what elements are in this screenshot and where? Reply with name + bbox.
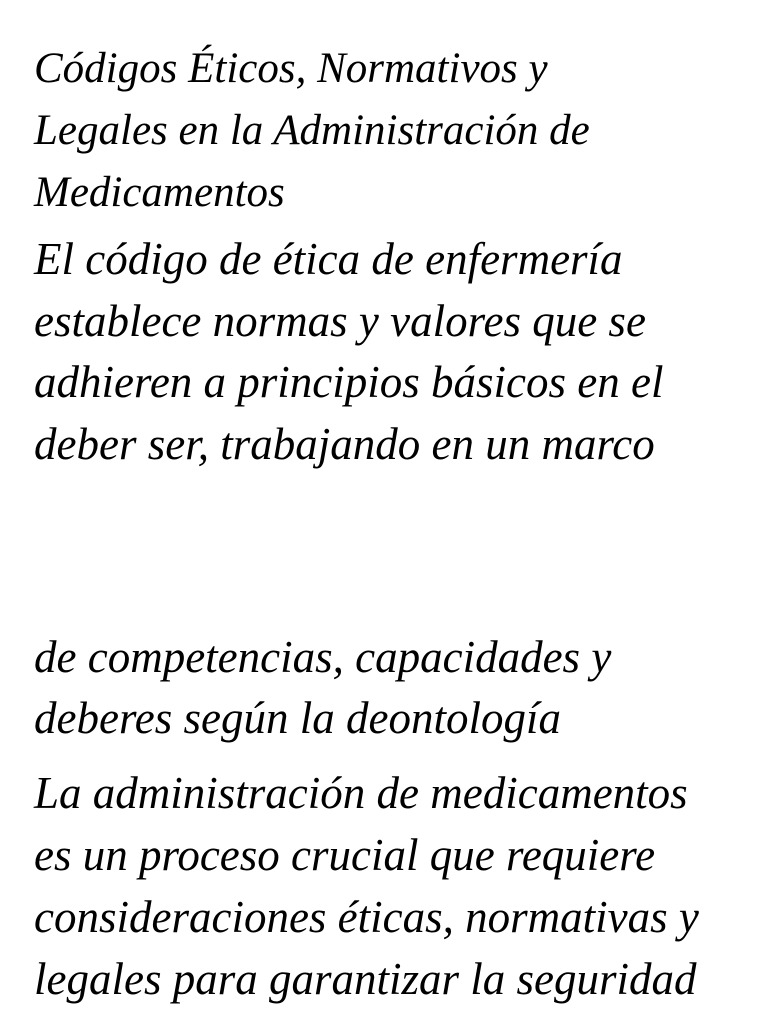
paragraph1-line-2: establece normas y valores que se bbox=[34, 295, 646, 346]
title-line-1: Códigos Éticos, Normativos y bbox=[34, 45, 548, 92]
paragraph2-line-2: es un proceso crucial que requiere bbox=[34, 830, 656, 880]
paragraph1-cont-line-2: deberes según la deontología bbox=[34, 693, 561, 743]
paragraph1-cont-line-1: de competencias, capacidades y bbox=[34, 632, 612, 682]
document-title bbox=[34, 38, 590, 224]
paragraph2-line-1: La administración de medicamentos bbox=[34, 768, 688, 818]
paragraph2-line-4: legales para garantizar la seguridad bbox=[34, 954, 697, 1004]
paragraph-nursing-ethics-code bbox=[34, 229, 664, 475]
paragraph1-line-1: El código de ética de enfermería bbox=[34, 234, 623, 284]
paragraph1-line-4: deber ser, trabajando en un marco bbox=[34, 418, 655, 469]
title-line-3: Medicamentos bbox=[34, 169, 285, 216]
paragraph1-line-3: adhieren a principios básicos en el bbox=[34, 357, 664, 407]
title-line-2: Legales en la Administración de bbox=[34, 107, 590, 154]
paragraph2-line-3: consideraciones éticas, normativas y bbox=[34, 892, 699, 942]
paragraph-nursing-ethics-code-continued bbox=[34, 627, 611, 749]
paragraph-medication-administration bbox=[34, 762, 699, 1010]
